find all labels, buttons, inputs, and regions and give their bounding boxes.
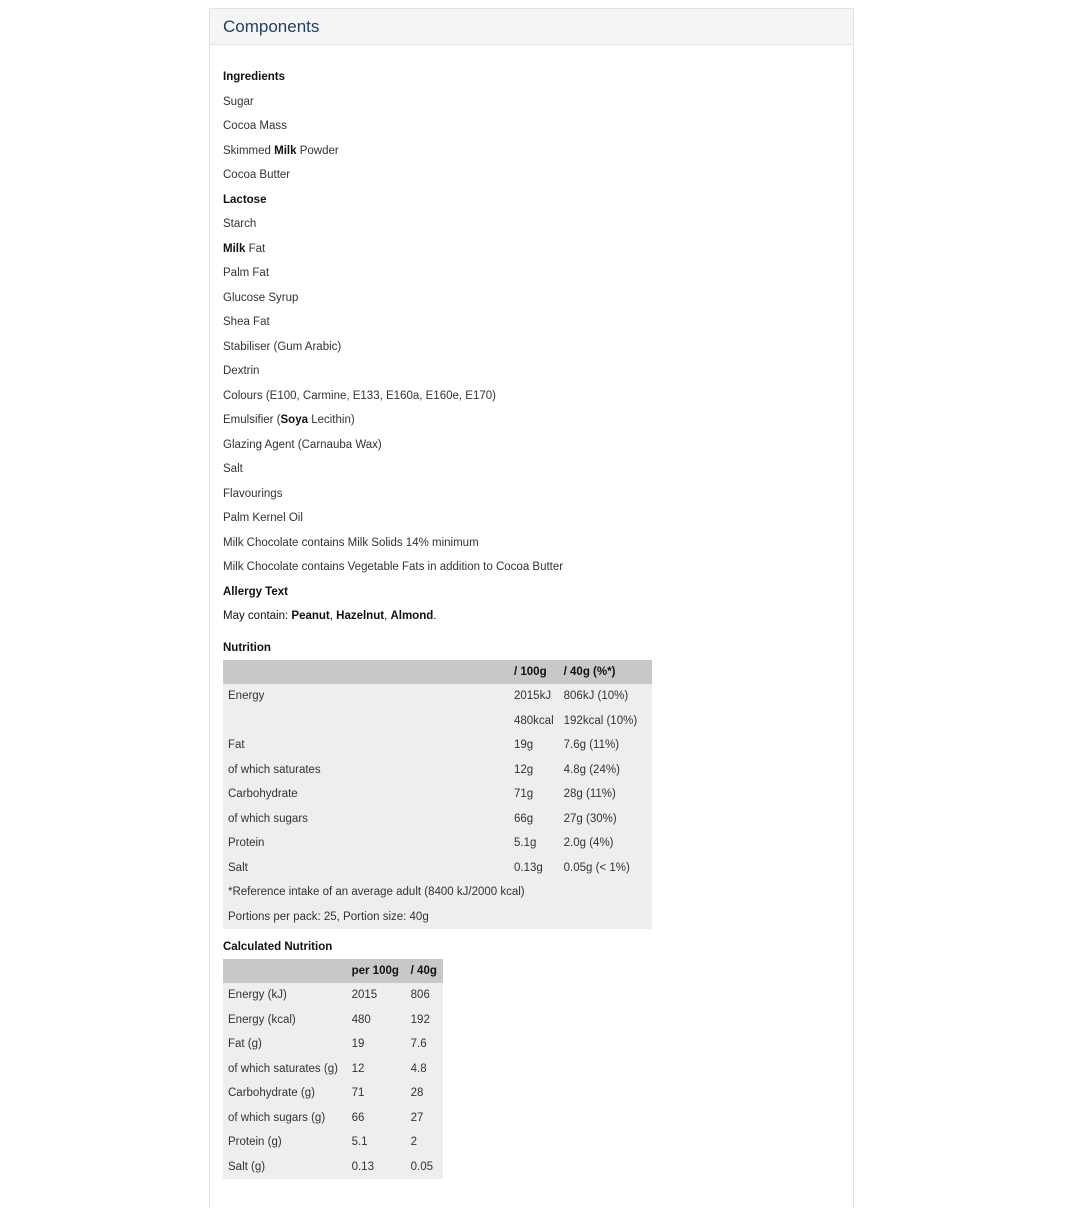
components-panel <box>209 8 854 1208</box>
calculated-cell: 28 <box>410 1087 424 1100</box>
nutrition-cell: 7.6g (11%) <box>563 739 620 752</box>
panel-header <box>210 9 853 45</box>
ingredient-text: Lecithin) <box>308 414 355 426</box>
ingredient-item <box>223 484 843 509</box>
ingredient-text: Milk Chocolate contains Milk Solids 14% minimum <box>223 536 479 549</box>
nutrition-header-cell <box>223 660 509 684</box>
ingredient-item <box>223 508 843 533</box>
ingredient-text: Flavourings <box>223 487 283 500</box>
nutrition-cell: 27g (30%) <box>563 812 617 825</box>
calculated-cell: 19 <box>351 1038 365 1051</box>
ingredient-text: Milk <box>274 144 297 157</box>
nutrition-table <box>223 660 652 929</box>
table-row <box>223 1057 443 1082</box>
allergy-heading: Allergy Text <box>223 585 288 598</box>
ingredient-text: Glazing Agent (Carnauba Wax) <box>223 438 382 451</box>
allergy-prefix: May contain: <box>223 610 292 622</box>
calculated-cell: 0.05 <box>410 1160 434 1173</box>
calculated-header-cell: per 100g <box>347 959 406 983</box>
ingredient-text: Glucose Syrup <box>223 291 299 304</box>
table-row <box>223 1106 443 1131</box>
ingredient-item <box>223 239 843 264</box>
calculated-cell: Energy (kcal) <box>228 1013 296 1026</box>
ingredient-item <box>223 435 843 460</box>
allergen: Peanut <box>291 610 330 622</box>
calculated-cell: Protein (g) <box>228 1136 282 1149</box>
nutrition-cell: Carbohydrate <box>228 788 298 801</box>
nutrition-header-cell: / 100g <box>509 660 559 684</box>
calculated-cell: 806 <box>410 989 430 1002</box>
calculated-cell: 66 <box>351 1111 365 1124</box>
ingredient-text: Shea Fat <box>223 316 270 328</box>
nutrition-cell: of which sugars <box>228 812 308 825</box>
nutrition-cell: 0.05g (< 1%) <box>563 861 630 874</box>
nutrition-header-row <box>223 660 652 684</box>
panel-content <box>223 67 843 1179</box>
ingredient-text: Milk Chocolate contains Vegetable Fats in addition to Cocoa Butter <box>223 561 564 573</box>
ingredient-item <box>223 459 843 484</box>
calculated-cell: 7.6 <box>410 1038 427 1051</box>
table-row <box>223 782 652 807</box>
ingredient-item <box>223 410 843 435</box>
calculated-cell: 0.13 <box>351 1160 374 1173</box>
nutrition-cell: 2.0g (4%) <box>563 837 614 850</box>
ingredient-text: Dextrin <box>223 365 260 377</box>
calculated-header-row <box>223 959 443 983</box>
calculated-cell: 71 <box>351 1087 365 1100</box>
footnote: *Reference intake of an average adult (8400 kJ/2000 kcal) <box>228 886 525 899</box>
ingredient-text: Palm Fat <box>223 267 270 279</box>
table-row <box>223 1032 443 1057</box>
calculated-cell: Salt (g) <box>228 1160 266 1173</box>
calculated-cell: of which saturates (g) <box>228 1062 338 1075</box>
calculated-header-cell <box>223 959 347 983</box>
nutrition-cell: 28g (11%) <box>563 788 616 801</box>
ingredient-item <box>223 386 843 411</box>
nutrition-cell: 806kJ (10%) <box>563 690 629 703</box>
ingredient-text: Emulsifier ( <box>223 414 281 426</box>
ingredient-text: Starch <box>223 218 257 230</box>
ingredients-list <box>223 92 843 582</box>
nutrition-cell: Salt <box>228 861 248 874</box>
ingredient-text: Skimmed <box>223 144 275 157</box>
ingredient-text: Cocoa Butter <box>223 169 291 181</box>
nutrition-cell: 0.13g <box>514 861 543 874</box>
footnote-row <box>223 905 652 930</box>
panel-title: Components <box>223 17 320 36</box>
ingredient-text: Stabiliser (Gum Arabic) <box>223 340 342 353</box>
nutrition-heading: Nutrition <box>223 642 271 654</box>
ingredient-text: Salt <box>223 463 243 475</box>
table-row <box>223 807 652 832</box>
ingredient-item <box>223 557 843 582</box>
allergen: Hazelnut <box>336 610 385 622</box>
table-row <box>223 709 652 734</box>
ingredient-text: Lactose <box>223 193 267 206</box>
ingredient-item <box>223 214 843 239</box>
calculated-cell: 4.8 <box>410 1062 427 1075</box>
table-row <box>223 758 652 783</box>
ingredient-item <box>223 263 843 288</box>
table-row <box>223 1081 443 1106</box>
nutrition-cell: 66g <box>514 812 534 825</box>
nutrition-cell: 192kcal (10%) <box>563 714 638 727</box>
nutrition-header-cell: / 40g (%*) <box>559 660 652 684</box>
ingredient-text: Palm Kernel Oil <box>223 512 303 524</box>
table-row <box>223 831 652 856</box>
ingredient-item <box>223 288 843 313</box>
ingredient-item <box>223 116 843 141</box>
nutrition-cell: 71g <box>514 788 534 801</box>
table-row <box>223 856 652 881</box>
footnote-row <box>223 880 652 905</box>
calculated-header-cell: / 40g <box>406 959 443 983</box>
calculated-cell: 480 <box>351 1013 371 1026</box>
table-row <box>223 684 652 709</box>
ingredient-text: Milk <box>223 242 246 255</box>
calculated-cell: Fat (g) <box>228 1038 262 1051</box>
nutrition-cell: Energy <box>228 690 265 703</box>
ingredient-item <box>223 312 843 337</box>
ingredients-heading: Ingredients <box>223 71 285 83</box>
ingredient-item <box>223 361 843 386</box>
nutrition-cell: 12g <box>514 763 534 776</box>
nutrition-cell: 5.1g <box>514 837 537 850</box>
calculated-nutrition-heading: Calculated Nutrition <box>223 941 333 953</box>
ingredient-text: Sugar <box>223 95 254 108</box>
table-row <box>223 1008 443 1033</box>
nutrition-cell: Fat <box>228 739 245 752</box>
ingredient-item <box>223 141 843 166</box>
ingredient-item <box>223 337 843 362</box>
ingredient-text: Powder <box>296 144 339 157</box>
ingredient-item <box>223 92 843 117</box>
nutrition-cell <box>223 709 509 734</box>
table-row <box>223 1130 443 1155</box>
nutrition-cell: 19g <box>514 739 534 752</box>
table-row <box>223 733 652 758</box>
calculated-nutrition-table <box>223 959 443 1179</box>
ingredient-item <box>223 190 843 215</box>
table-row <box>223 983 443 1008</box>
nutrition-cell: Protein <box>228 837 265 850</box>
calculated-cell: 2 <box>410 1136 418 1149</box>
nutrition-cell: 2015kJ <box>514 690 552 703</box>
allergy-text: May contain: Peanut, Hazelnut, Almond. <box>223 610 437 622</box>
ingredient-text: Cocoa Mass <box>223 120 287 132</box>
calculated-cell: 27 <box>410 1111 424 1124</box>
ingredient-text: Fat <box>245 242 266 255</box>
calculated-cell: 192 <box>410 1013 430 1026</box>
allergen: Almond <box>390 610 434 622</box>
calculated-cell: 12 <box>351 1062 365 1075</box>
nutrition-cell: 4.8g (24%) <box>563 763 620 776</box>
nutrition-cell: of which saturates <box>228 763 321 776</box>
calculated-cell: 5.1 <box>351 1136 368 1149</box>
ingredient-item <box>223 165 843 190</box>
calculated-cell: 2015 <box>351 989 378 1002</box>
ingredient-text: Soya <box>280 414 309 426</box>
calculated-cell: of which sugars (g) <box>228 1111 326 1124</box>
footnote: Portions per pack: 25, Portion size: 40g <box>228 910 429 923</box>
calculated-cell: Carbohydrate (g) <box>228 1087 315 1100</box>
nutrition-cell: 480kcal <box>514 714 554 727</box>
table-row <box>223 1155 443 1180</box>
calculated-cell: Energy (kJ) <box>228 989 287 1002</box>
ingredient-item <box>223 533 843 558</box>
ingredient-text: Colours (E100, Carmine, E133, E160a, E160e, E170) <box>223 389 496 402</box>
